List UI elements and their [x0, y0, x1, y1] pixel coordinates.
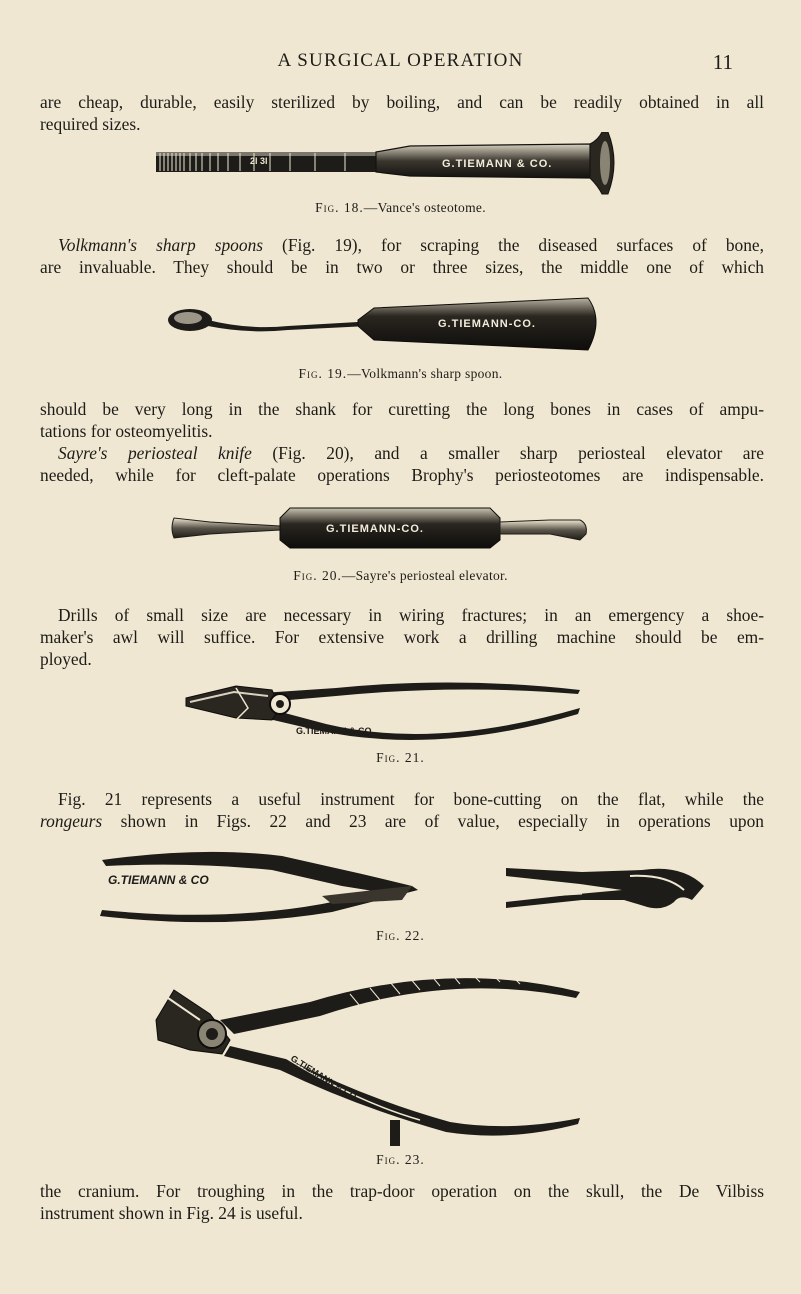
paragraph-5: [40, 788, 764, 832]
figure-21-bone-cutter: [176, 668, 588, 752]
running-head: [0, 50, 801, 78]
text-line: [40, 234, 764, 256]
paragraph-1: [40, 91, 764, 135]
text-line: Fig. 21 represents a useful instrument for bone-cutting on the flat, while the: [58, 789, 764, 809]
text-line: are cheap, durable, easily sterilized by boiling, and can be readily obtained in all: [40, 92, 764, 112]
fig18-maker-mark: G.TIEMANN & CO.: [442, 158, 553, 170]
text-line: [40, 810, 764, 832]
page-number: 11: [712, 50, 733, 74]
text-line: tations for osteomyelitis.: [40, 421, 213, 441]
fig21-maker-mark: G.TIEMANN & CO: [296, 726, 372, 736]
text-line: instrument shown in Fig. 24 is useful.: [40, 1203, 303, 1223]
fig19-maker-mark: G.TIEMANN-CO.: [438, 318, 536, 330]
text-run: shown in Figs. 22 and 23 are of value, especially in operations upon: [102, 811, 764, 831]
figure-19-sharp-spoon: [168, 290, 604, 356]
fig18-title: —Vance's osteotome.: [363, 200, 486, 215]
fig18-caption: [0, 200, 801, 216]
italic-term: rongeurs: [40, 811, 103, 831]
running-title: A SURGICAL OPERATION: [277, 50, 524, 71]
fig23-label: Fig. 23.: [376, 1152, 425, 1167]
fig21-caption: [0, 750, 801, 766]
fig23-caption: [0, 1152, 801, 1168]
fig21-label: Fig. 21.: [376, 750, 425, 765]
fig22-label: Fig. 22.: [376, 928, 425, 943]
paragraph-4: [40, 604, 764, 670]
text-line: [40, 442, 764, 464]
text-line: ployed.: [40, 649, 92, 669]
fig20-caption: [0, 568, 801, 584]
text-line: should be very long in the shank for curetting the long bones in cases of ampu-: [40, 399, 764, 419]
text-line: maker's awl will suffice. For extensive work a drilling machine should be em-: [40, 627, 764, 647]
text-run: (Fig. 20), and a smaller sharp periosteal elevator are: [251, 443, 765, 463]
paragraph-6: [40, 1180, 764, 1224]
text-run: (Fig. 19), for scraping the diseased surfaces of bone,: [263, 235, 764, 255]
fig19-label: Fig. 19.: [298, 366, 348, 381]
figure-18-osteotome: [150, 132, 620, 196]
fig23-maker-mark: G.TIEMANN & CO: [288, 1053, 359, 1102]
italic-term: Sayre's periosteal knife: [58, 443, 252, 463]
text-line: Drills of small size are necessary in wiring fractures; in an emergency a shoe-: [58, 605, 764, 625]
figure-22-rongeur: [82, 846, 722, 926]
fig19-title: —Volkmann's sharp spoon.: [347, 366, 503, 381]
text-line: are invaluable. They should be in two or three sizes, the middle one of which: [40, 257, 764, 277]
fig20-label: Fig. 20.: [293, 568, 342, 583]
osteotome-scale-marks: 2l 3l: [250, 156, 268, 166]
fig19-caption: [0, 366, 801, 382]
paragraph-2: [40, 234, 764, 278]
fig22-caption: [0, 928, 801, 944]
text-line: required sizes.: [40, 114, 141, 134]
text-line: the cranium. For troughing in the trap-door operation on the skull, the De Vilbiss: [40, 1181, 764, 1201]
figure-23-rongeur: [150, 950, 590, 1148]
figure-20-periosteal-elevator: [170, 500, 590, 556]
paragraph-3: [40, 398, 764, 486]
fig20-title: —Sayre's periosteal elevator.: [341, 568, 508, 583]
text-line: needed, while for cleft-palate operations Brophy's periosteotomes are indispensable.: [40, 465, 764, 485]
fig20-maker-mark: G.TIEMANN-CO.: [326, 523, 424, 535]
italic-term: Volkmann's sharp spoons: [58, 235, 264, 255]
fig22-maker-mark: G.TIEMANN & CO: [108, 873, 209, 887]
fig18-label: Fig. 18.: [315, 200, 364, 215]
